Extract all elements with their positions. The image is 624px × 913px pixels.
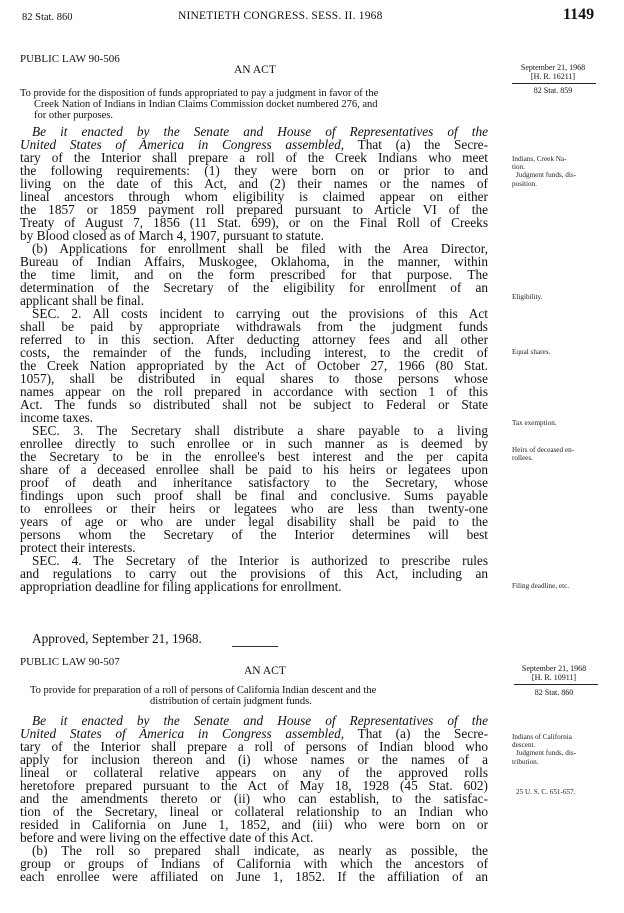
law1-line: names appear on the roll prepared in accordance with section 1 of this xyxy=(20,384,488,399)
law2-line: group or groups of Indians of California with which the ancestors of xyxy=(20,856,488,871)
law2-margin-date: September 21, 1968 xyxy=(521,664,587,673)
law1-line: the following requirements: (1) they were born on or prior to and xyxy=(20,163,488,178)
law1-purpose xyxy=(20,88,500,121)
law2-enacting-clause: Be it enacted by the Senate and House of Representatives of the xyxy=(32,713,488,728)
law2-margin-rule xyxy=(514,684,598,685)
margin-note-eligibility: Eligibility. xyxy=(512,293,543,301)
law2-purpose xyxy=(30,685,500,707)
law1-line: 1057), shall be distributed in equal shares to those persons whose xyxy=(20,371,488,386)
law2-line: tary of the Interior shall prepare a roll of persons of Indian blood who xyxy=(20,739,488,754)
law1-line: costs, the remainder of the funds, including interest, to the credit of xyxy=(20,345,488,360)
law1-line: living on the date of this Act, and (2) their names or the names of xyxy=(20,176,488,191)
margin-note-indians-creek xyxy=(512,155,612,188)
law2-act-label: AN ACT xyxy=(244,665,286,677)
law1-end-rule xyxy=(232,646,278,647)
page-number: 1149 xyxy=(563,6,595,23)
law1-line: referred to in this section. After deducting attorney fees and all other xyxy=(20,332,488,347)
law1-line: share of a deceased enrollee shall be paid to his heirs or legatees upon xyxy=(20,462,488,477)
law1-line: applicant shall be final. xyxy=(20,293,145,308)
law1-line: findings upon such proof shall be final and conclusive. Sums payable xyxy=(20,488,488,503)
law1-line: the Creek Nation appropriated by the Act of October 27, 1966 (80 Stat. xyxy=(20,358,488,373)
margin-note-line: tion. xyxy=(512,163,525,172)
law1-line: tary of the Interior shall prepare a roll of the Creek Indians who meet xyxy=(20,150,488,165)
law1-line: appropriation deadline for filing applications for enrollment. xyxy=(20,579,342,594)
law1-line: to enrollees or their heirs or legatees who are less than twenty-one xyxy=(20,501,488,516)
law1-line: the time limit, and on the form prescribed for that purpose. The xyxy=(20,267,488,282)
header-stat-ref: 82 Stat. 860 xyxy=(22,12,73,23)
margin-note-line: Judgment funds, dis- xyxy=(516,749,577,758)
margin-note-equal-shares: Equal shares. xyxy=(512,348,551,356)
law1-enacting-rest: That (a) the Secre- xyxy=(344,137,488,152)
law2-line: before and were living on the effective date of this Act. xyxy=(20,830,314,845)
law1-enacting-clause: Be it enacted by the Senate and House of Representatives of the xyxy=(32,124,488,139)
law1-line: and regulations to carry out the provisions of this Act, including an xyxy=(20,566,488,581)
margin-note-line: tribution. xyxy=(512,757,539,766)
law2-line: and the amendments thereto or (ii) who can establish, to the satisfac- xyxy=(20,791,488,806)
law1-line: the 1857 or 1859 payment roll prepared pursuant to Article VI of the xyxy=(20,202,488,217)
margin-note-usc: 25 U. S. C. 651-657. xyxy=(516,788,576,796)
margin-note-line: descent. xyxy=(512,741,536,750)
law1-line: SEC. 2. All costs incident to carrying out the provisions of this Act xyxy=(32,306,488,321)
law1-margin-rule xyxy=(512,83,596,84)
law1-line: SEC. 4. The Secretary of the Interior is authorized to prescribe rules xyxy=(32,553,488,568)
law1-line: lineal ancestors through whom eligibility is claimed appear on either xyxy=(20,189,488,204)
law1-line: Act. The funds so distributed shall not be subject to Federal or State xyxy=(20,397,488,412)
law2-line: lineal or collateral relative appears on any of the approved rolls xyxy=(20,765,488,780)
margin-note-indians-california xyxy=(512,733,616,766)
law1-title: PUBLIC LAW 90-506 xyxy=(20,53,120,65)
law2-margin-stat: 82 Stat. 860 xyxy=(534,688,574,697)
law1-purpose-line3: for other purposes. xyxy=(34,110,114,121)
law1-purpose-line2: Creek Nation of Indians in Indian Claims Commission docket numbered 276, and xyxy=(34,99,378,110)
law2-title: PUBLIC LAW 90-507 xyxy=(20,656,120,668)
law2-line: resided in California on June 1, 1852, and (iii) who were born on or xyxy=(20,817,488,832)
law1-margin-date: September 21, 1968 xyxy=(520,63,586,72)
law2-margin-bill: [H. R. 10911] xyxy=(531,673,577,682)
law1-line: enrollee directly to such enrollee or in such manner as is deemed by xyxy=(20,436,488,451)
margin-note-line: Indians of California xyxy=(512,733,572,741)
law1-enacting-italic: United States of America in Congress assembled, xyxy=(20,137,345,152)
margin-note-line: rollees. xyxy=(512,454,533,463)
law1-line: Bureau of Indian Affairs, Muskogee, Oklahoma, in the manner, within xyxy=(20,254,488,269)
law1-purpose-line1: To provide for the disposition of funds appropriated to pay a judgment in favor of the xyxy=(20,88,379,99)
law2-line: heretofore prepared pursuant to the Act of May 18, 1928 (45 Stat. 602) xyxy=(20,778,488,793)
header-congress: NINETIETH CONGRESS. SESS. II. 1968 xyxy=(178,10,383,22)
law1-line: SEC. 3. The Secretary shall distribute a share payable to a living xyxy=(32,423,488,438)
law1-line: determination of the Secretary of the eligibility for enrollment of an xyxy=(20,280,488,295)
margin-note-heirs xyxy=(512,446,612,462)
law2-purpose-line1: To provide for preparation of a roll of persons of California Indian descent and the xyxy=(30,685,377,696)
law1-line: proof of death and inheritance satisfactory to the Secretary, whose xyxy=(20,475,488,490)
law2-purpose-line2: distribution of certain judgment funds. xyxy=(150,696,312,707)
margin-note-filing-deadline: Filing deadline, etc. xyxy=(512,582,570,590)
law2-line: apply for inclusion thereon and (i) whose names or the names of a xyxy=(20,752,488,767)
law1-margin-stat: 82 Stat. 859 xyxy=(533,86,573,95)
law1-body xyxy=(20,125,488,593)
law1-line: years of age or who are under legal disability shall be paid to the xyxy=(20,514,488,529)
law1-approved: Approved, September 21, 1968. xyxy=(32,631,202,646)
margin-note-line: Indians, Creek Na- xyxy=(512,155,567,163)
law1-margin-bill: [H. R. 16211] xyxy=(530,72,576,81)
law1-line: shall be paid by appropriate withdrawals from the judgment funds xyxy=(20,319,488,334)
margin-note-line: Heirs of deceased en- xyxy=(512,446,575,454)
law1-line: the Secretary to be in the enrollee's best interest and the per capita xyxy=(20,449,488,464)
law1-line: Treaty of August 7, 1856 (11 Stat. 699), or on the Final Roll of Creeks xyxy=(20,215,488,230)
law1-line: by Blood closed as of March 4, 1907, pursuant to statute. xyxy=(20,228,324,243)
law2-enacting-rest: That (a) the Secre- xyxy=(344,726,488,741)
law2-enacting-italic: United States of America in Congress assembled, xyxy=(20,726,345,741)
law2-line: tion of the Secretary, lineal or collateral relationship to an Indian who xyxy=(20,804,488,819)
law2-body xyxy=(20,714,488,883)
margin-note-line: Judgment funds, dis- xyxy=(516,171,577,180)
margin-note-line: position. xyxy=(512,179,537,188)
law1-line: (b) Applications for enrollment shall be filed with the Area Director, xyxy=(32,241,488,256)
law1-line: income taxes. xyxy=(20,410,94,425)
margin-note-tax-exemption: Tax exemption. xyxy=(512,419,557,427)
law1-line: persons whom the Secretary of the Interior determines will best xyxy=(20,527,488,542)
law1-act-label: AN ACT xyxy=(234,64,276,76)
law2-line: (b) The roll so prepared shall indicate, as nearly as possible, the xyxy=(32,843,488,858)
law2-line: each enrollee were affiliated on June 1, 1852. If the affiliation of an xyxy=(20,869,488,884)
law1-line: protect their interests. xyxy=(20,540,136,555)
